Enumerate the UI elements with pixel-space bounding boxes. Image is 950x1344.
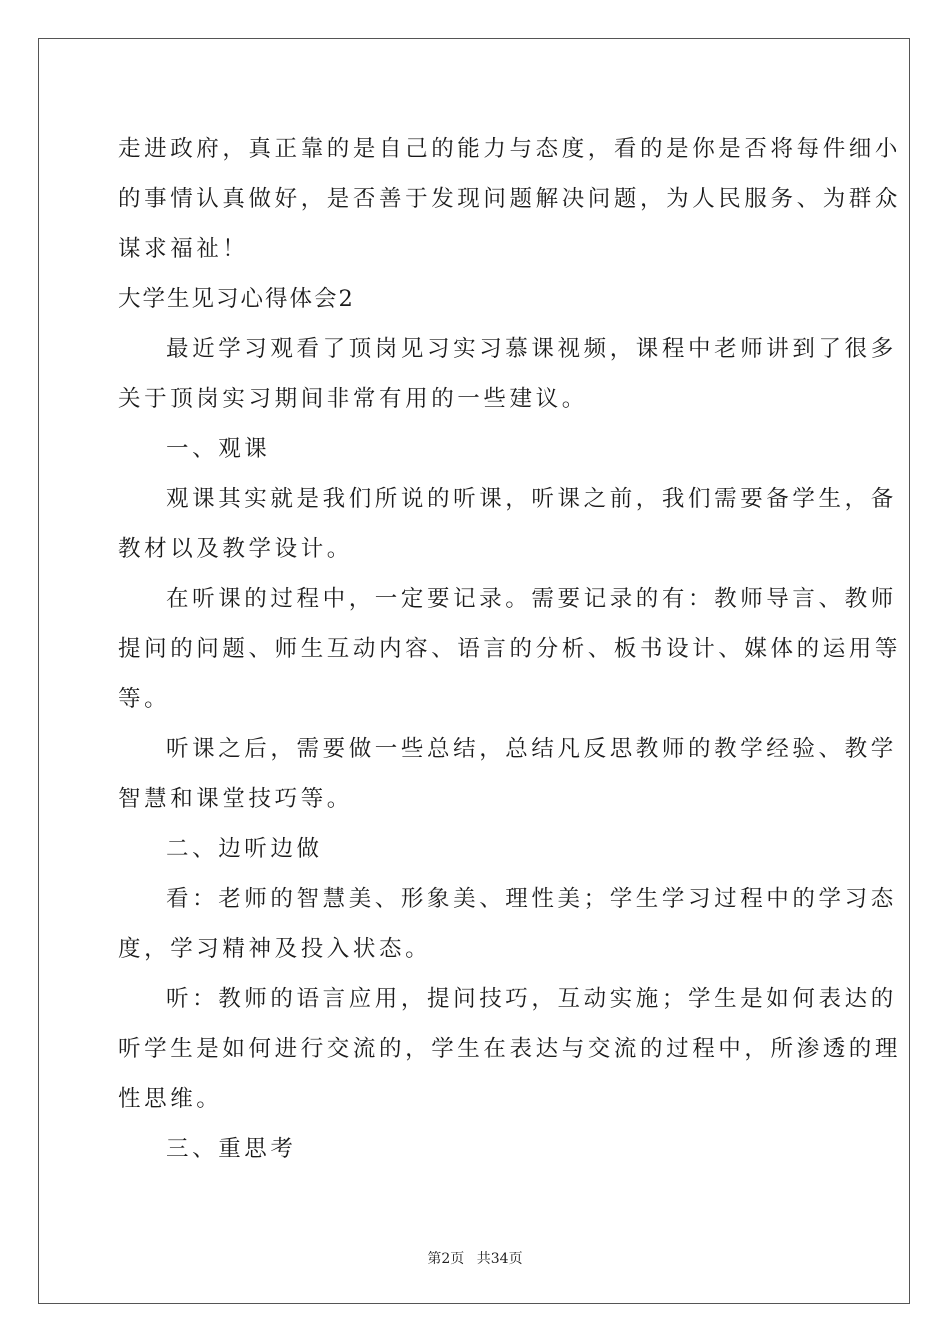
document-body — [118, 124, 902, 1174]
paragraph-line: 走进政府，真正靠的是自己的能力与态度，看的是你是否将每件细小 — [118, 136, 902, 162]
subheading: 三、重思考 — [166, 1136, 297, 1162]
section-title: 大学生见习心得体会2 — [118, 286, 355, 312]
paragraph-line: 看：老师的智慧美、形象美、理性美；学生学习过程中的学习态 — [166, 886, 897, 912]
paragraph-line: 性思维。 — [118, 1086, 223, 1112]
subheading: 一、观课 — [166, 436, 271, 462]
page-footer — [0, 1248, 950, 1268]
paragraph-line: 观课其实就是我们所说的听课，听课之前，我们需要备学生，备 — [166, 486, 897, 512]
paragraph-line: 听课之后，需要做一些总结，总结凡反思教师的教学经验、教学 — [166, 736, 897, 762]
paragraph-line: 提问的问题、师生互动内容、语言的分析、板书设计、媒体的运用等 — [118, 636, 902, 662]
paragraph-line: 度，学习精神及投入状态。 — [118, 936, 432, 962]
paragraph-line: 等。 — [118, 686, 171, 712]
paragraph-line: 谋求福祉！ — [118, 236, 249, 262]
paragraph-line: 智慧和课堂技巧等。 — [118, 786, 353, 812]
subheading: 二、边听边做 — [166, 836, 323, 862]
paragraph-line: 在听课的过程中，一定要记录。需要记录的有：教师导言、教师 — [166, 586, 897, 612]
paragraph-line: 的事情认真做好，是否善于发现问题解决问题，为人民服务、为群众 — [118, 186, 902, 212]
page-number: 第2页 — [427, 1251, 465, 1267]
paragraph-line: 关于顶岗实习期间非常有用的一些建议。 — [118, 386, 588, 412]
paragraph-line: 听：教师的语言应用，提问技巧，互动实施；学生是如何表达的 — [166, 986, 897, 1012]
paragraph-line: 听学生是如何进行交流的，学生在表达与交流的过程中，所渗透的理 — [118, 1036, 902, 1062]
page-total: 共34页 — [476, 1251, 523, 1267]
paragraph-line: 教材以及教学设计。 — [118, 536, 353, 562]
paragraph-line: 最近学习观看了顶岗见习实习慕课视频，课程中老师讲到了很多 — [166, 336, 897, 362]
